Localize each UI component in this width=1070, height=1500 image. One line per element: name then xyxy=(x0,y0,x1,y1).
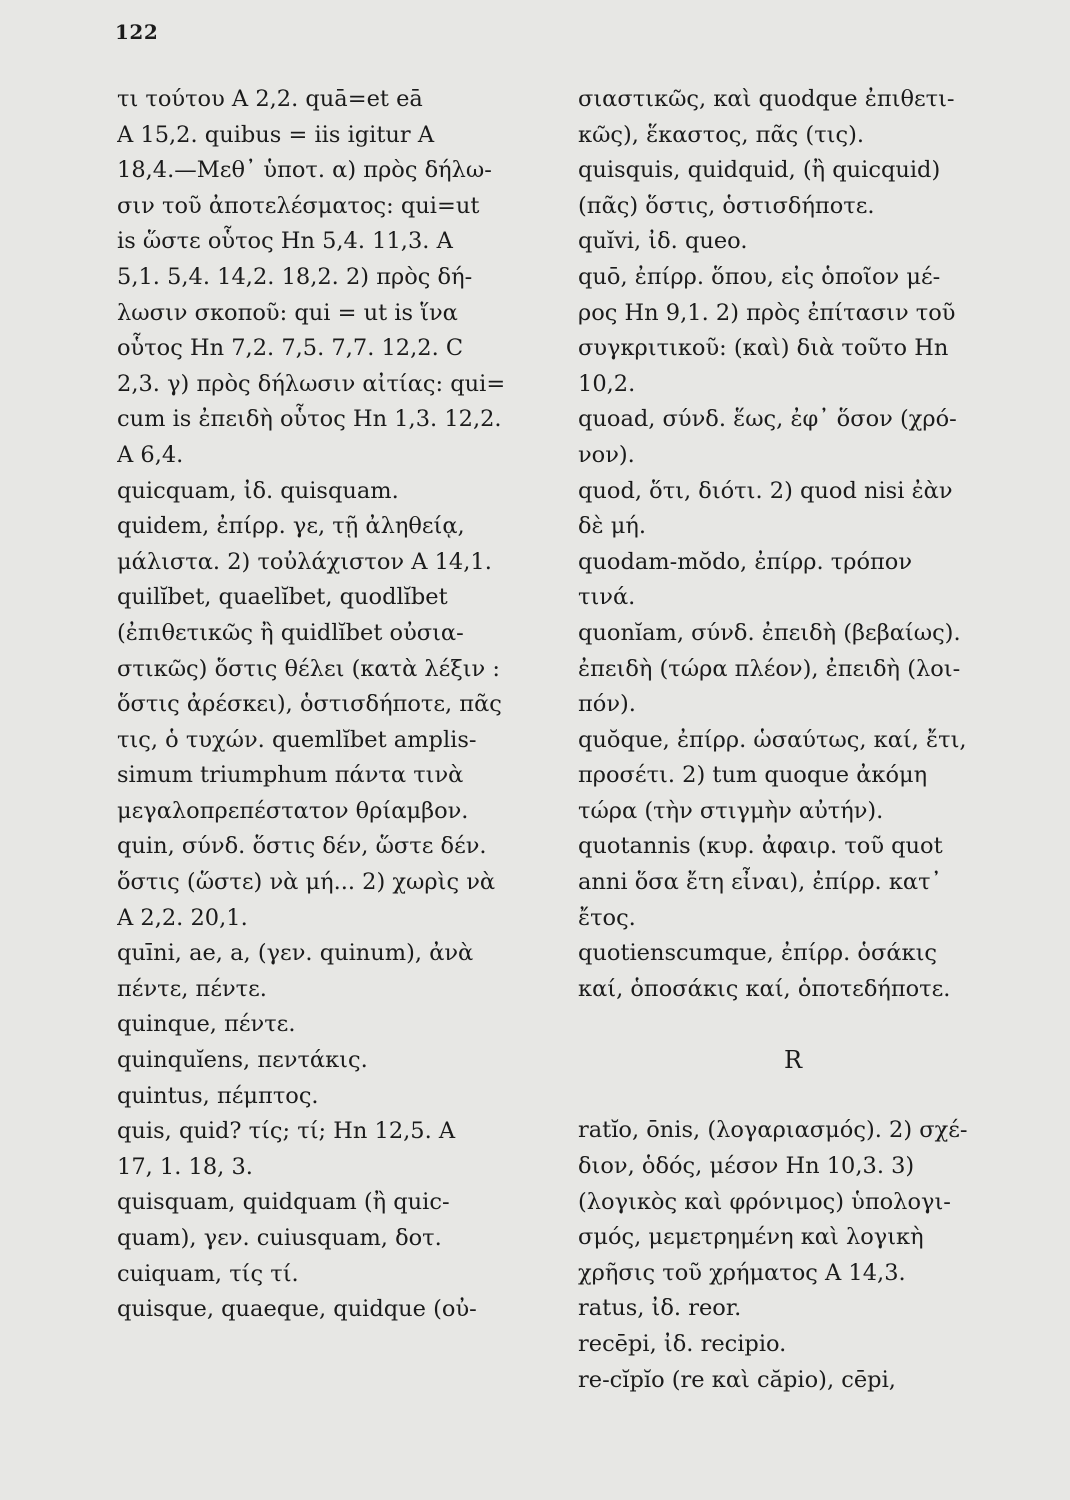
text-line: πέντε, πέντε. xyxy=(117,975,267,1002)
text-line: quis, quid? τίς; τί; Hn 12,5. A xyxy=(117,1118,456,1145)
text-line: 18,4.—Μεθ᾽ ὑποτ. α) πρὸς δήλω- xyxy=(117,157,492,184)
text-line: Α 15,2. quibus = iis igitur A xyxy=(117,121,435,148)
text-line: quĭvi, ἰδ. queo. xyxy=(578,228,748,255)
text-line: 5,1. 5,4. 14,2. 18,2. 2) πρὸς δή- xyxy=(117,263,473,290)
text-line: ρος Hn 9,1. 2) πρὸς ἐπίτασιν τοῦ xyxy=(578,299,956,326)
text-line: quinquĭens, πεντάκις. xyxy=(117,1047,368,1074)
text-line: 17, 1. 18, 3. xyxy=(117,1153,253,1180)
text-line: quīni, ae, a, (γεν. quinum), ἀνὰ xyxy=(117,940,474,967)
text-line: recēpi, ἰδ. recipio. xyxy=(578,1331,787,1357)
text-line: quoad, σύνδ. ἕως, ἐφ᾽ ὅσον (χρό- xyxy=(578,406,957,433)
left-column xyxy=(117,82,547,1328)
text-line: quam), γεν. cuiusquam, δοτ. xyxy=(117,1225,442,1251)
text-line: ratus, ἰδ. reor. xyxy=(578,1295,742,1322)
text-line: ὅστις ἀρέσκει), ὁστισδήποτε, πᾶς xyxy=(117,691,502,718)
text-line: μεγαλοπρεπέστατον θρίαμβον. xyxy=(117,797,469,824)
text-line: χρῆσις τοῦ χρήματος A 14,3. xyxy=(578,1259,906,1286)
text-line: τις, ὁ τυχών. quemlĭbet amplis- xyxy=(117,726,477,753)
text-line: προσέτι. 2) tum quoque ἀκόμη xyxy=(578,762,928,789)
text-line: λωσιν σκοποῦ: qui = ut is ἵνα xyxy=(117,299,458,326)
text-line: κῶς), ἕκαστος, πᾶς (τις). xyxy=(578,121,864,148)
text-line: anni ὅσα ἔτη εἶναι), ἐπίρρ. κατ᾽ xyxy=(578,869,942,896)
text-line: σμός, μεμετρημένη καὶ λογικὴ xyxy=(578,1224,924,1251)
text-line: quotienscumque, ἐπίρρ. ὁσάκις xyxy=(578,940,938,967)
text-line: μάλιστα. 2) τοὐλάχιστον A 14,1. xyxy=(117,548,492,575)
text-line: quonĭam, σύνδ. ἐπειδὴ (βεβαίως). xyxy=(578,619,961,646)
text-line: cum is ἐπειδὴ οὗτος Hn 1,3. 12,2. xyxy=(117,406,502,433)
text-line: 10,2. xyxy=(578,370,636,397)
text-line: σιαστικῶς, καὶ quodque ἐπιθετι- xyxy=(578,86,955,112)
text-line: τώρα (τὴν στιγμὴν αὐτήν). xyxy=(578,797,884,824)
text-line: A 2,2. 20,1. xyxy=(117,904,248,931)
text-line: πόν). xyxy=(578,691,636,718)
text-line: quidem, ἐπίρρ. γε, τῇ ἀληθείᾳ, xyxy=(117,513,465,540)
page-number: 122 xyxy=(115,20,159,44)
text-line: quin, σύνδ. ὅστις δέν, ὥστε δέν. xyxy=(117,833,487,860)
text-line: quŏque, ἐπίρρ. ὡσαύτως, καί, ἔτι, xyxy=(578,726,967,753)
text-line: τινά. xyxy=(578,584,636,611)
text-line: quintus, πέμπτος. xyxy=(117,1082,319,1109)
text-line: σιν τοῦ ἀποτελέσματος: qui=ut xyxy=(117,192,480,219)
text-line: συγκριτικοῦ: (καὶ) διὰ τοῦτο Hn xyxy=(578,335,949,362)
text-line: quilĭbet, quaelĭbet, quodlĭbet xyxy=(117,584,448,611)
text-line: cuiquam, τίς τί. xyxy=(117,1260,299,1287)
text-line: δὲ μή. xyxy=(578,513,647,540)
text-line: A 6,4. xyxy=(117,441,184,468)
right-column-entries-r xyxy=(578,1113,1008,1398)
text-line: καί, ὁποσάκις καί, ὁποτεδήποτε. xyxy=(578,975,951,1002)
text-line: quō, ἐπίρρ. ὅπου, εἰς ὁποῖον μέ- xyxy=(578,263,941,290)
text-line: quisque, quaeque, quidque (οὐ- xyxy=(117,1296,477,1323)
text-line: quinque, πέντε. xyxy=(117,1011,296,1038)
text-line: re-cĭpĭo (re καὶ căpio), cēpi, xyxy=(578,1366,896,1393)
right-column xyxy=(578,82,1008,1398)
text-line: ὅστις (ὥστε) νὰ μή... 2) χωρὶς νὰ xyxy=(117,869,496,896)
text-line: quisquam, quidquam (ἢ quic- xyxy=(117,1189,450,1216)
text-line: quotannis (κυρ. ἀφαιρ. τοῦ quot xyxy=(578,833,943,860)
text-line: quicquam, ἰδ. quisquam. xyxy=(117,477,399,504)
text-line: νον). xyxy=(578,441,635,468)
text-line: (πᾶς) ὅστις, ὁστισδήποτε. xyxy=(578,192,875,219)
text-line: quodam-mŏdo, ἐπίρρ. τρόπον xyxy=(578,548,913,575)
text-line: quod, ὅτι, διότι. 2) quod nisi ἐὰν xyxy=(578,477,953,504)
text-line: διον, ὁδός, μέσον Hn 10,3. 3) xyxy=(578,1153,915,1180)
text-line: simum triumphum πάντα τινὰ xyxy=(117,762,464,789)
text-line: is ὥστε οὗτος Hn 5,4. 11,3. A xyxy=(117,228,453,255)
text-line: στικῶς) ὅστις θέλει (κατὰ λέξιν : xyxy=(117,655,500,682)
text-line: (ἐπιθετικῶς ἢ quidlĭbet οὐσια- xyxy=(117,619,464,646)
text-line: ἐπειδὴ (τώρα πλέον), ἐπειδὴ (λοι- xyxy=(578,655,961,682)
text-line: τι τούτου Α 2,2. quā=et eā xyxy=(117,86,423,112)
text-line: οὗτος Hn 7,2. 7,5. 7,7. 12,2. C xyxy=(117,335,464,362)
text-line: 2,3. γ) πρὸς δήλωσιν αἰτίας: qui= xyxy=(117,370,506,397)
section-letter: R xyxy=(783,1046,803,1075)
text-line: ἔτος. xyxy=(578,904,636,931)
right-column-entries-q xyxy=(578,82,1008,1007)
text-line: ratĭo, ōnis, (λογαριασμός). 2) σχέ- xyxy=(578,1117,968,1144)
text-line: (λογικὸς καὶ φρόνιμος) ὑπολογι- xyxy=(578,1188,951,1215)
text-line: quisquis, quidquid, (ἢ quicquid) xyxy=(578,157,941,184)
